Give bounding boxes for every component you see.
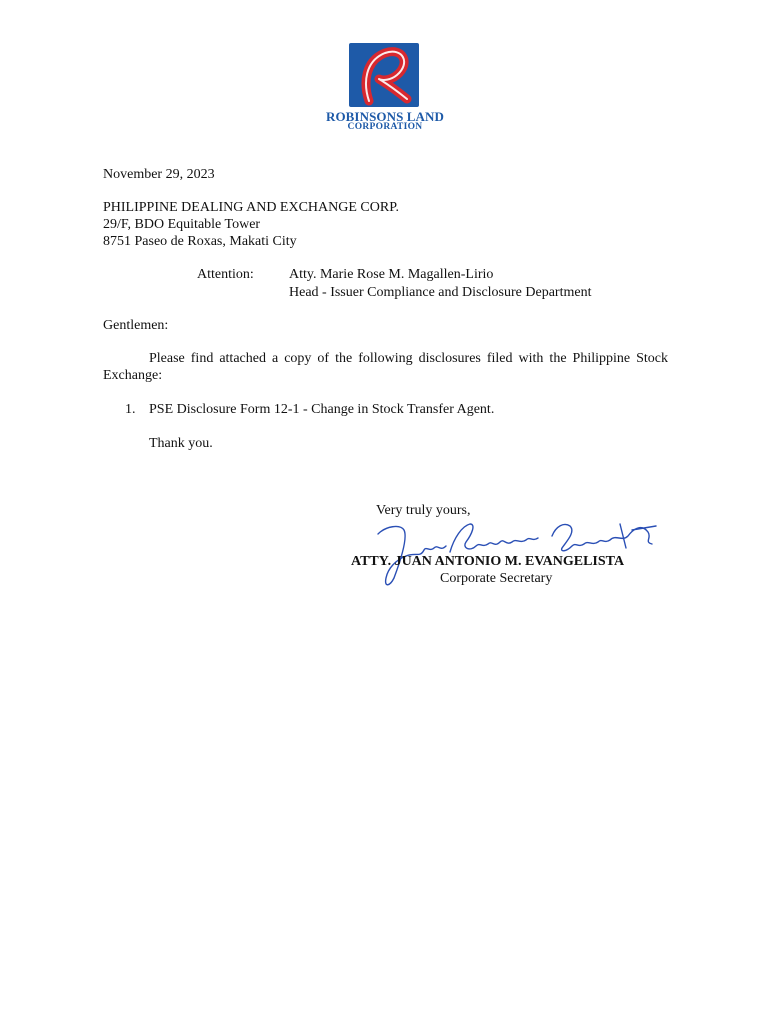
thank-you: Thank you. — [149, 436, 213, 451]
attention-label: Attention: — [197, 267, 254, 282]
list-item-number: 1. — [125, 402, 136, 417]
attention-title: Head - Issuer Compliance and Disclosure Department — [289, 285, 592, 300]
body-paragraph: Please find attached a copy of the following disclosures filed with the Philippine Stock Exchange: — [103, 351, 668, 383]
closing: Very truly yours, — [376, 503, 471, 518]
company-logo — [349, 43, 419, 107]
signatory-name: ATTY. JUAN ANTONIO M. EVANGELISTA — [351, 554, 625, 569]
attention-name: Atty. Marie Rose M. Magallen-Lirio — [289, 267, 494, 282]
signatory-title: Corporate Secretary — [440, 571, 553, 586]
logo-company-name: ROBINSONS LAND — [325, 109, 445, 124]
recipient-company: PHILIPPINE DEALING AND EXCHANGE CORP. — [103, 200, 399, 215]
recipient-address-line2: 8751 Paseo de Roxas, Makati City — [103, 234, 297, 249]
recipient-address-line1: 29/F, BDO Equitable Tower — [103, 217, 261, 232]
letter-date: November 29, 2023 — [103, 167, 215, 182]
salutation: Gentlemen: — [103, 318, 169, 333]
list-item: PSE Disclosure Form 12-1 - Change in Stock Transfer Agent. — [149, 402, 495, 417]
logo-company-suffix: CORPORATION — [347, 122, 423, 132]
